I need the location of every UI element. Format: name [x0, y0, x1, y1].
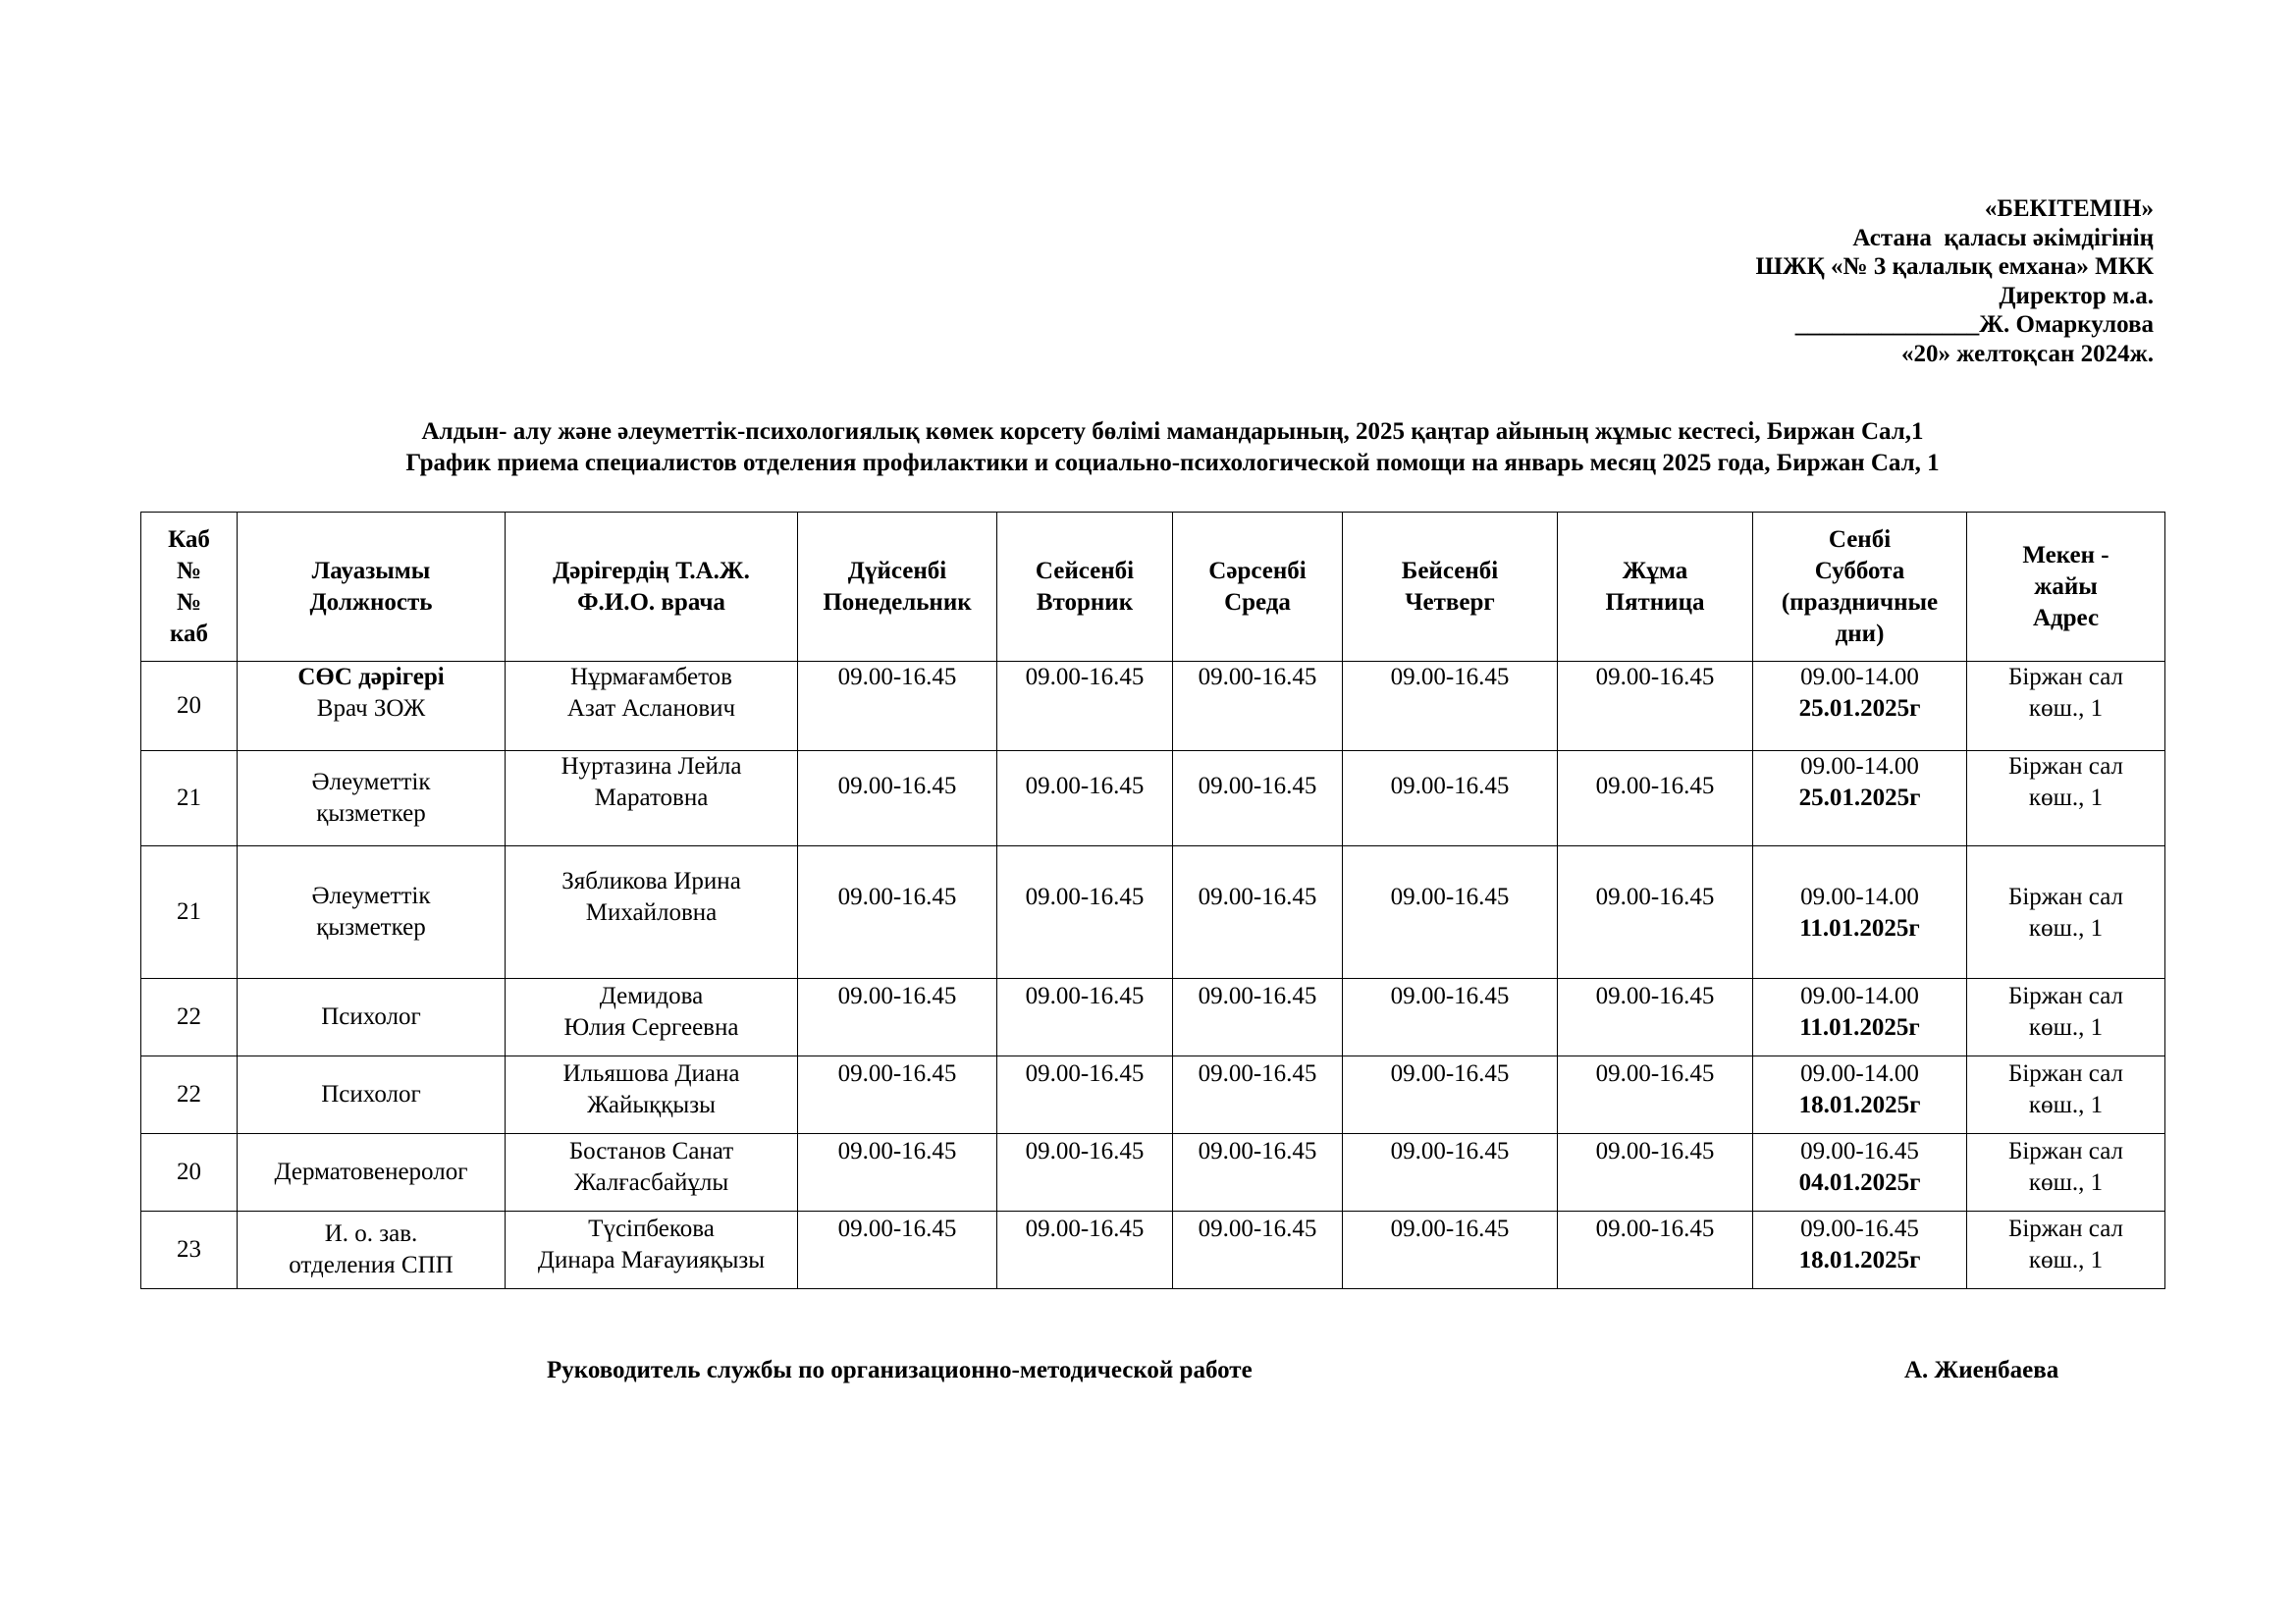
header-doctor-name: Дәрігердің Т.А.Ж. Ф.И.О. врача	[506, 513, 798, 662]
address-cell: Біржан сал көш., 1	[1967, 751, 2165, 846]
doctor-cell: Бостанов Санат Жалғасбайұлы	[506, 1134, 798, 1212]
header-saturday: Сенбі Суббота (праздничные дни)	[1753, 513, 1967, 662]
tuesday-cell: 09.00-16.45	[997, 1134, 1173, 1212]
cabinet-cell: 21	[141, 846, 238, 979]
header-tuesday: Сейсенбі Вторник	[997, 513, 1173, 662]
position-cell: Әлеуметтік қызметкер	[238, 751, 506, 846]
footer-signer-name: А. Жиенбаева	[1904, 1357, 2059, 1383]
address-cell: Біржан сал көш., 1	[1967, 662, 2165, 751]
thursday-cell: 09.00-16.45	[1343, 751, 1558, 846]
saturday-cell: 09.00-14.00 11.01.2025г	[1753, 846, 1967, 979]
monday-cell: 09.00-16.45	[798, 751, 997, 846]
cabinet-cell: 22	[141, 979, 238, 1056]
doctor-cell: Түсіпбекова Динара Мағауияқызы	[506, 1212, 798, 1289]
position-cell: Психолог	[238, 1056, 506, 1134]
thursday-cell: 09.00-16.45	[1343, 979, 1558, 1056]
schedule-table	[140, 512, 2165, 1289]
tuesday-cell: 09.00-16.45	[997, 1056, 1173, 1134]
saturday-cell: 09.00-14.00 25.01.2025г	[1753, 662, 1967, 751]
monday-cell: 09.00-16.45	[798, 1134, 997, 1212]
approval-line: «БЕКІТЕМІН»	[1984, 195, 2154, 222]
cabinet-cell: 20	[141, 1134, 238, 1212]
friday-cell: 09.00-16.45	[1558, 751, 1753, 846]
header-address: Мекен - жайы Адрес	[1967, 513, 2165, 662]
document-title	[0, 416, 2296, 479]
thursday-cell: 09.00-16.45	[1343, 1134, 1558, 1212]
saturday-cell: 09.00-14.00 18.01.2025г	[1753, 1056, 1967, 1134]
saturday-cell: 09.00-14.00 11.01.2025г	[1753, 979, 1967, 1056]
address-cell: Біржан сал көш., 1	[1967, 979, 2165, 1056]
header-friday: Жұма Пятница	[1558, 513, 1753, 662]
footer-signer-title: Руководитель службы по организационно-методической работе	[547, 1357, 1253, 1383]
wednesday-cell: 09.00-16.45	[1173, 846, 1343, 979]
friday-cell: 09.00-16.45	[1558, 846, 1753, 979]
header-monday: Дүйсенбі Понедельник	[798, 513, 997, 662]
approval-block	[1755, 194, 2154, 369]
title-kazakh: Алдын- алу және әлеуметтік-психологиялық көмек корсету бөлімі мамандарының, 2025 қаңтар айының жұмыс кестесі, Биржан Сал,1	[421, 418, 1924, 445]
cabinet-cell: 21	[141, 751, 238, 846]
approval-line: Астана қаласы әкімдігінің	[1852, 224, 2154, 251]
address-cell: Біржан сал көш., 1	[1967, 1056, 2165, 1134]
position-cell: И. о. зав. отделения СПП	[238, 1212, 506, 1289]
cabinet-cell: 23	[141, 1212, 238, 1289]
tuesday-cell: 09.00-16.45	[997, 1212, 1173, 1289]
monday-cell: 09.00-16.45	[798, 662, 997, 751]
wednesday-cell: 09.00-16.45	[1173, 979, 1343, 1056]
table-row	[141, 1134, 2165, 1212]
doctor-cell: Нуртазина Лейла Маратовна	[506, 751, 798, 846]
doctor-cell: Нұрмағамбетов Азат Асланович	[506, 662, 798, 751]
monday-cell: 09.00-16.45	[798, 1056, 997, 1134]
approval-line: ШЖҚ «№ 3 қалалық емхана» МКК	[1755, 253, 2154, 281]
approval-signature-line: _______________Ж. Омаркулова	[1794, 311, 2154, 339]
position-cell: Әлеуметтік қызметкер	[238, 846, 506, 979]
saturday-cell: 09.00-16.45 18.01.2025г	[1753, 1212, 1967, 1289]
cabinet-cell: 22	[141, 1056, 238, 1134]
approval-date: «20» желтоқсан 2024ж.	[1901, 340, 2154, 367]
friday-cell: 09.00-16.45	[1558, 1212, 1753, 1289]
header-position: Лауазымы Должность	[238, 513, 506, 662]
friday-cell: 09.00-16.45	[1558, 662, 1753, 751]
doctor-cell: Демидова Юлия Сергеевна	[506, 979, 798, 1056]
wednesday-cell: 09.00-16.45	[1173, 1212, 1343, 1289]
header-cabinet: Каб № № каб	[141, 513, 238, 662]
approval-line: Директор м.а.	[1999, 282, 2154, 309]
monday-cell: 09.00-16.45	[798, 846, 997, 979]
friday-cell: 09.00-16.45	[1558, 1056, 1753, 1134]
wednesday-cell: 09.00-16.45	[1173, 1056, 1343, 1134]
friday-cell: 09.00-16.45	[1558, 1134, 1753, 1212]
thursday-cell: 09.00-16.45	[1343, 1056, 1558, 1134]
thursday-cell: 09.00-16.45	[1343, 662, 1558, 751]
doctor-cell: Зябликова Ирина Михайловна	[506, 846, 798, 979]
position-cell: Дерматовенеролог	[238, 1134, 506, 1212]
title-russian: График приема специалистов отделения профилактики и социально-психологической помощи на январь месяц 2025 года, Биржан Сал, 1	[405, 450, 1940, 476]
table-row	[141, 1212, 2165, 1289]
table-row	[141, 846, 2165, 979]
header-thursday: Бейсенбі Четверг	[1343, 513, 1558, 662]
table-header-row	[141, 513, 2165, 662]
header-wednesday: Сәрсенбі Среда	[1173, 513, 1343, 662]
friday-cell: 09.00-16.45	[1558, 979, 1753, 1056]
position-cell: СӨС дәрігері Врач ЗОЖ	[238, 662, 506, 751]
tuesday-cell: 09.00-16.45	[997, 751, 1173, 846]
table-row	[141, 1056, 2165, 1134]
tuesday-cell: 09.00-16.45	[997, 979, 1173, 1056]
doctor-cell: Ильяшова Диана Жайыққызы	[506, 1056, 798, 1134]
tuesday-cell: 09.00-16.45	[997, 662, 1173, 751]
table-row	[141, 662, 2165, 751]
monday-cell: 09.00-16.45	[798, 979, 997, 1056]
saturday-cell: 09.00-14.00 25.01.2025г	[1753, 751, 1967, 846]
table-row	[141, 751, 2165, 846]
cabinet-cell: 20	[141, 662, 238, 751]
position-cell: Психолог	[238, 979, 506, 1056]
wednesday-cell: 09.00-16.45	[1173, 662, 1343, 751]
table-row	[141, 979, 2165, 1056]
address-cell: Біржан сал көш., 1	[1967, 1212, 2165, 1289]
thursday-cell: 09.00-16.45	[1343, 1212, 1558, 1289]
saturday-cell: 09.00-16.45 04.01.2025г	[1753, 1134, 1967, 1212]
wednesday-cell: 09.00-16.45	[1173, 1134, 1343, 1212]
address-cell: Біржан сал көш., 1	[1967, 1134, 2165, 1212]
wednesday-cell: 09.00-16.45	[1173, 751, 1343, 846]
thursday-cell: 09.00-16.45	[1343, 846, 1558, 979]
tuesday-cell: 09.00-16.45	[997, 846, 1173, 979]
monday-cell: 09.00-16.45	[798, 1212, 997, 1289]
address-cell: Біржан сал көш., 1	[1967, 846, 2165, 979]
